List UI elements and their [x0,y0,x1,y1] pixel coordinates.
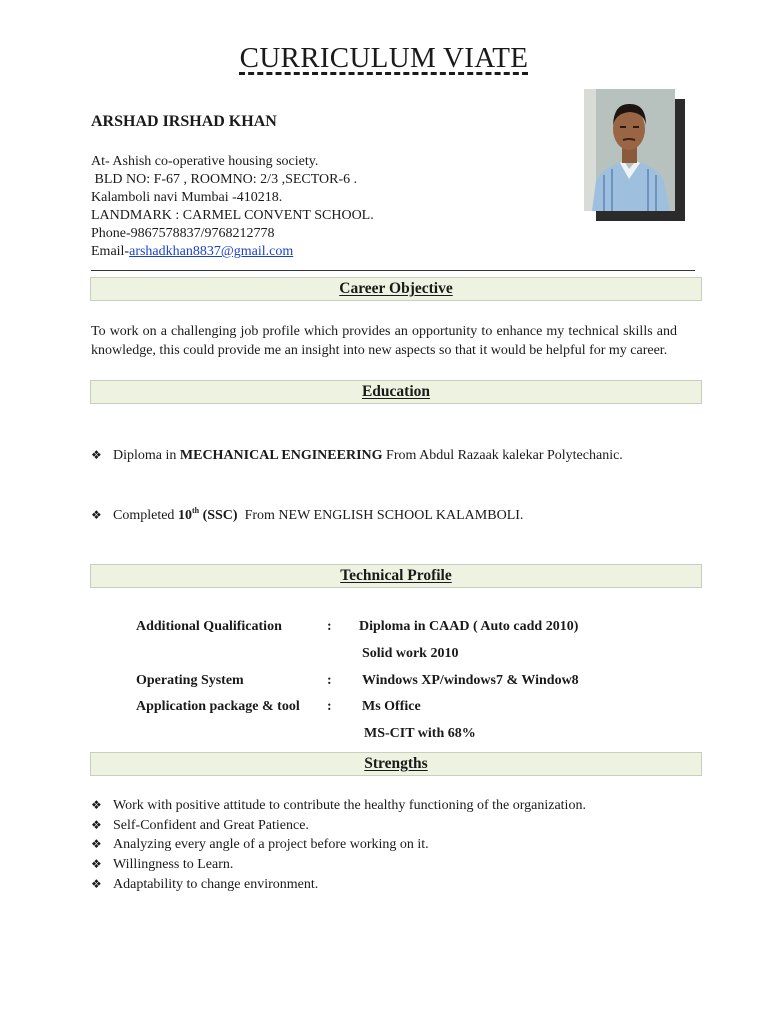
strength-item [91,837,429,853]
strength-text: Self-Confident and Great Patience. [113,818,309,833]
qualification-value: Diploma in CAAD ( Auto cadd 2010) [359,619,579,634]
document-title: CURRICULUM VIATE [239,42,529,74]
education-degree: MECHANICAL ENGINEERING [179,448,383,463]
os-label: Operating System [136,673,244,688]
education-item [91,448,623,464]
address-line: BLD NO: F-67 , ROOMNO: 2/3 ,SECTOR-6 . [91,172,358,187]
address-line: Kalamboli navi Mumbai -410218. [91,190,283,205]
section-title: Strengths [364,755,428,772]
education-text: Completed [113,508,178,523]
education-text: Diploma in [113,448,180,463]
applicant-name: ARSHAD IRSHAD KHAN [91,113,277,130]
education-board: (SSC) [199,508,238,523]
os-value: Windows XP/windows7 & Window8 [362,673,579,688]
qualification-label: Additional Qualification [136,619,282,634]
landmark-line: LANDMARK : CARMEL CONVENT SCHOOL. [91,208,374,223]
bullet-icon: ❖ [91,508,102,522]
section-title: Education [361,383,431,400]
email-link[interactable]: arshadkhan8837@gmail.com [129,244,294,259]
separator-colon: : [327,699,332,714]
strength-item [91,818,309,834]
bullet-icon: ❖ [91,798,102,812]
address-line: At- Ashish co-operative housing society. [91,154,319,169]
email-line [91,243,486,261]
technical-profile-heading [90,564,702,588]
application-value: Ms Office [362,699,421,714]
bullet-icon: ❖ [91,818,102,832]
strength-text: Work with positive attitude to contribute the healthy functioning of the organization. [113,798,586,813]
strength-text: Willingness to Learn. [113,857,234,872]
education-text: From Abdul Razaak kalekar Polytechanic. [382,448,623,463]
strength-item [91,857,233,873]
qualification-value: Solid work 2010 [362,646,459,661]
strength-text: Analyzing every angle of a project before working on it. [113,837,429,852]
bullet-icon: ❖ [91,837,102,851]
separator-colon: : [327,619,332,634]
strengths-heading [90,752,702,776]
application-value: MS-CIT with 68% [364,726,476,741]
strength-item [91,798,586,814]
education-degree: 10 [177,508,192,523]
separator-colon: : [327,673,332,688]
contact-block [91,153,486,261]
strength-item [91,877,318,893]
education-item [91,506,523,524]
bullet-icon: ❖ [91,857,102,871]
career-objective-heading [90,277,702,301]
ordinal-suffix: th [191,506,200,515]
section-title: Technical Profile [340,567,452,584]
section-title: Career Objective [339,280,453,297]
bullet-icon: ❖ [91,448,102,462]
header-divider [91,270,695,271]
application-label: Application package & tool [136,699,300,714]
profile-photo [584,89,675,211]
education-text: From NEW ENGLISH SCHOOL KALAMBOLI. [237,508,524,523]
email-label: Email- [91,244,130,259]
strength-text: Adaptability to change environment. [113,877,319,892]
phone-line: Phone-9867578837/9768212778 [91,226,275,241]
education-heading [90,380,702,404]
bullet-icon: ❖ [91,877,102,891]
objective-text: To work on a challenging job profile which provides an opportunity to enhance my technical skills and knowledge, this could provide me an insight into new aspects so that it would be helpful for my career. [91,324,677,358]
